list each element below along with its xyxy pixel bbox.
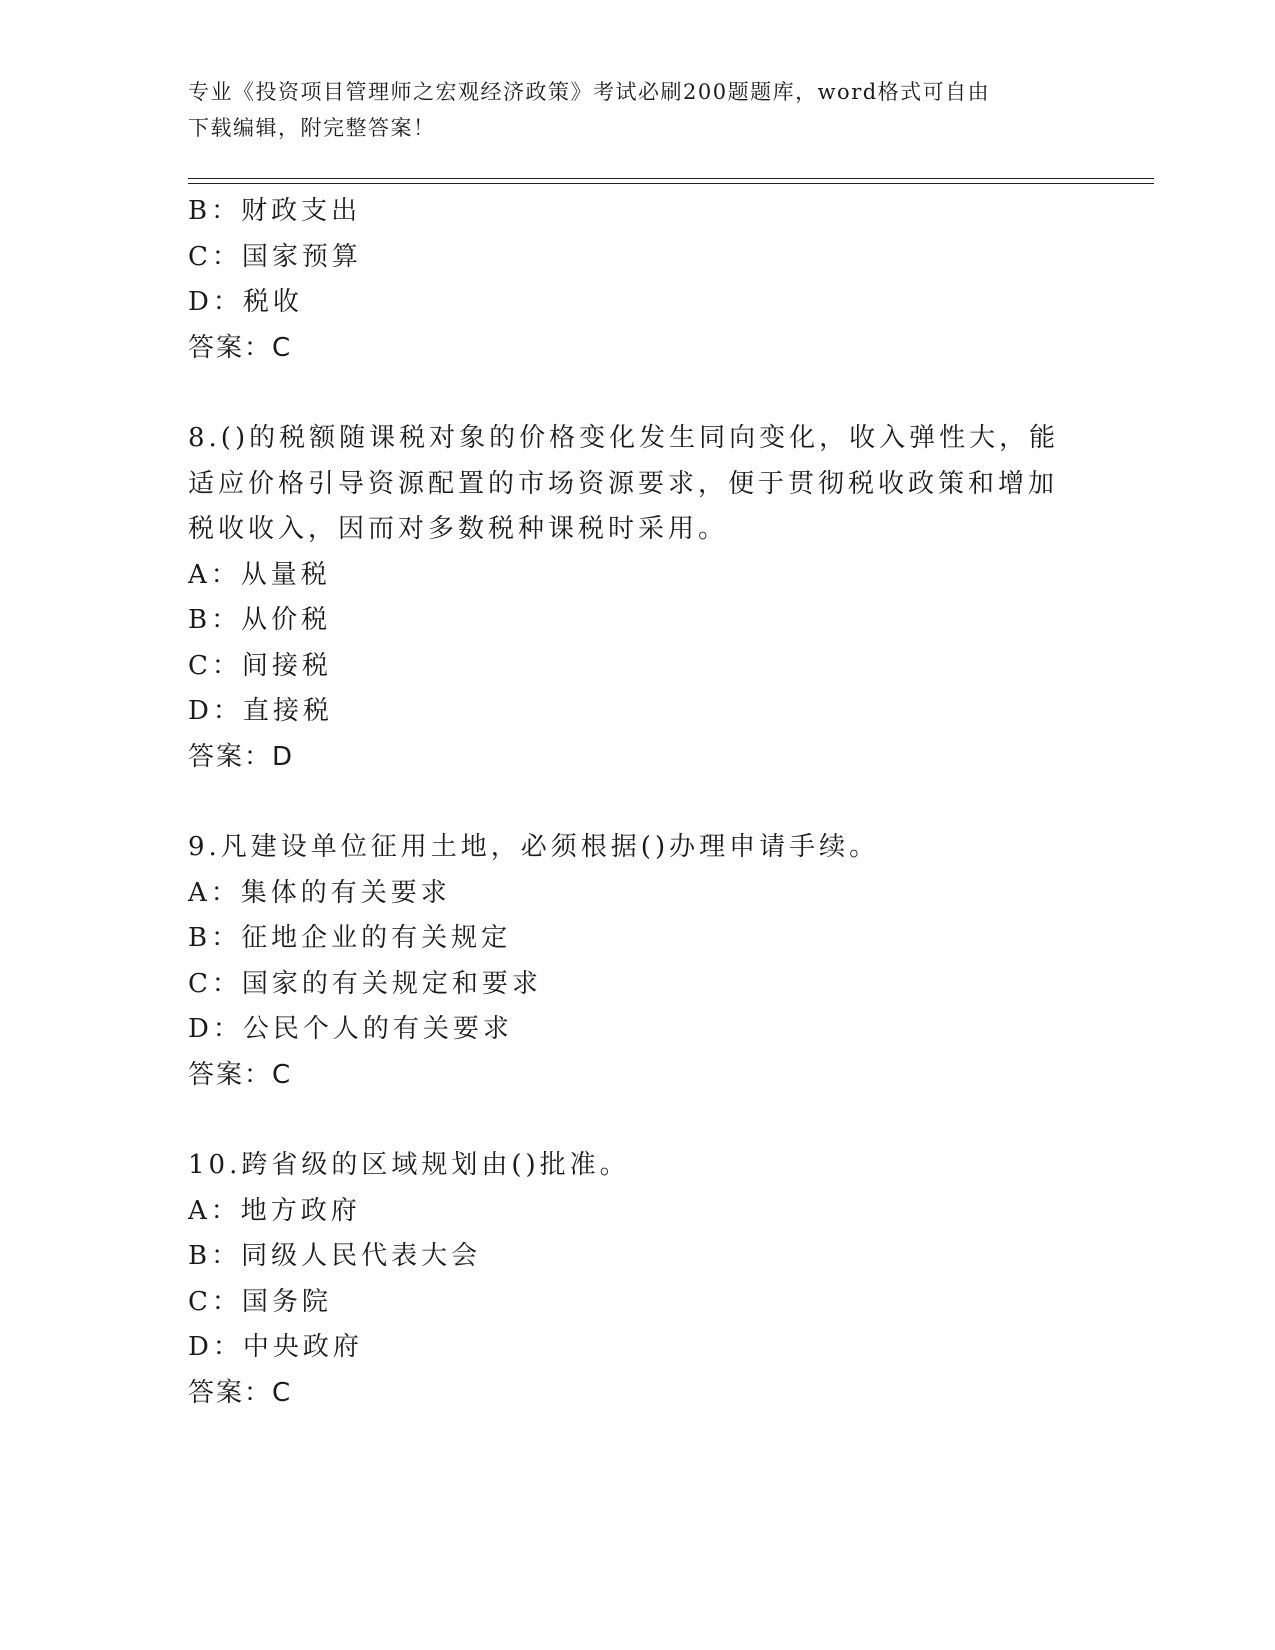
option-c: C：间接税: [188, 650, 332, 681]
question-stem: 9.凡建设单位征用土地，必须根据()办理申请手续。: [188, 832, 880, 862]
option-d: D：中央政府: [188, 1332, 363, 1362]
header-line-1: 专业《投资项目管理师之宏观经济政策》考试必刷200题题库，word格式可自由: [188, 80, 991, 104]
option-d: D：公民个人的有关要求: [188, 1014, 513, 1044]
question-stem: 8.()的税额随课税对象的价格变化发生同向变化，收入弹性大，能适应价格引导资源配置的市场资源要求，便于贯彻税收政策和增加税收收入，因而对多数税种课税时采用。: [188, 423, 1060, 544]
question-8: [188, 416, 1068, 780]
option-b: B：同级人民代表大会: [188, 1241, 482, 1271]
option-c: C：国家预算: [188, 241, 362, 272]
question-stem: 10.跨省级的区域规划由()批准。: [188, 1150, 630, 1180]
option-a: A：地方政府: [188, 1195, 361, 1226]
option-d: D：税收: [188, 287, 303, 317]
question-10: [188, 1143, 1068, 1416]
document-body: [188, 189, 1068, 1416]
question-7-continued: [188, 189, 1068, 371]
document-header: [188, 74, 1088, 146]
answer-line: 答案：C: [188, 332, 293, 363]
header-divider-bottom: [188, 183, 1154, 184]
option-a: A：从量税: [188, 559, 331, 590]
option-b: B：从价税: [188, 605, 332, 635]
question-9: [188, 825, 1068, 1098]
option-c: C：国务院: [188, 1286, 332, 1317]
option-b: B：征地企业的有关规定: [188, 923, 512, 953]
answer-line: 答案：C: [188, 1059, 293, 1090]
answer-line: 答案：D: [188, 741, 295, 772]
header-line-2: 下载编辑，附完整答案！: [188, 116, 436, 140]
option-b: B：财政支出: [188, 196, 362, 226]
option-d: D：直接税: [188, 696, 333, 726]
answer-line: 答案：C: [188, 1377, 293, 1408]
option-a: A：集体的有关要求: [188, 877, 451, 908]
header-divider-top: [188, 178, 1154, 179]
option-c: C：国家的有关规定和要求: [188, 968, 542, 999]
